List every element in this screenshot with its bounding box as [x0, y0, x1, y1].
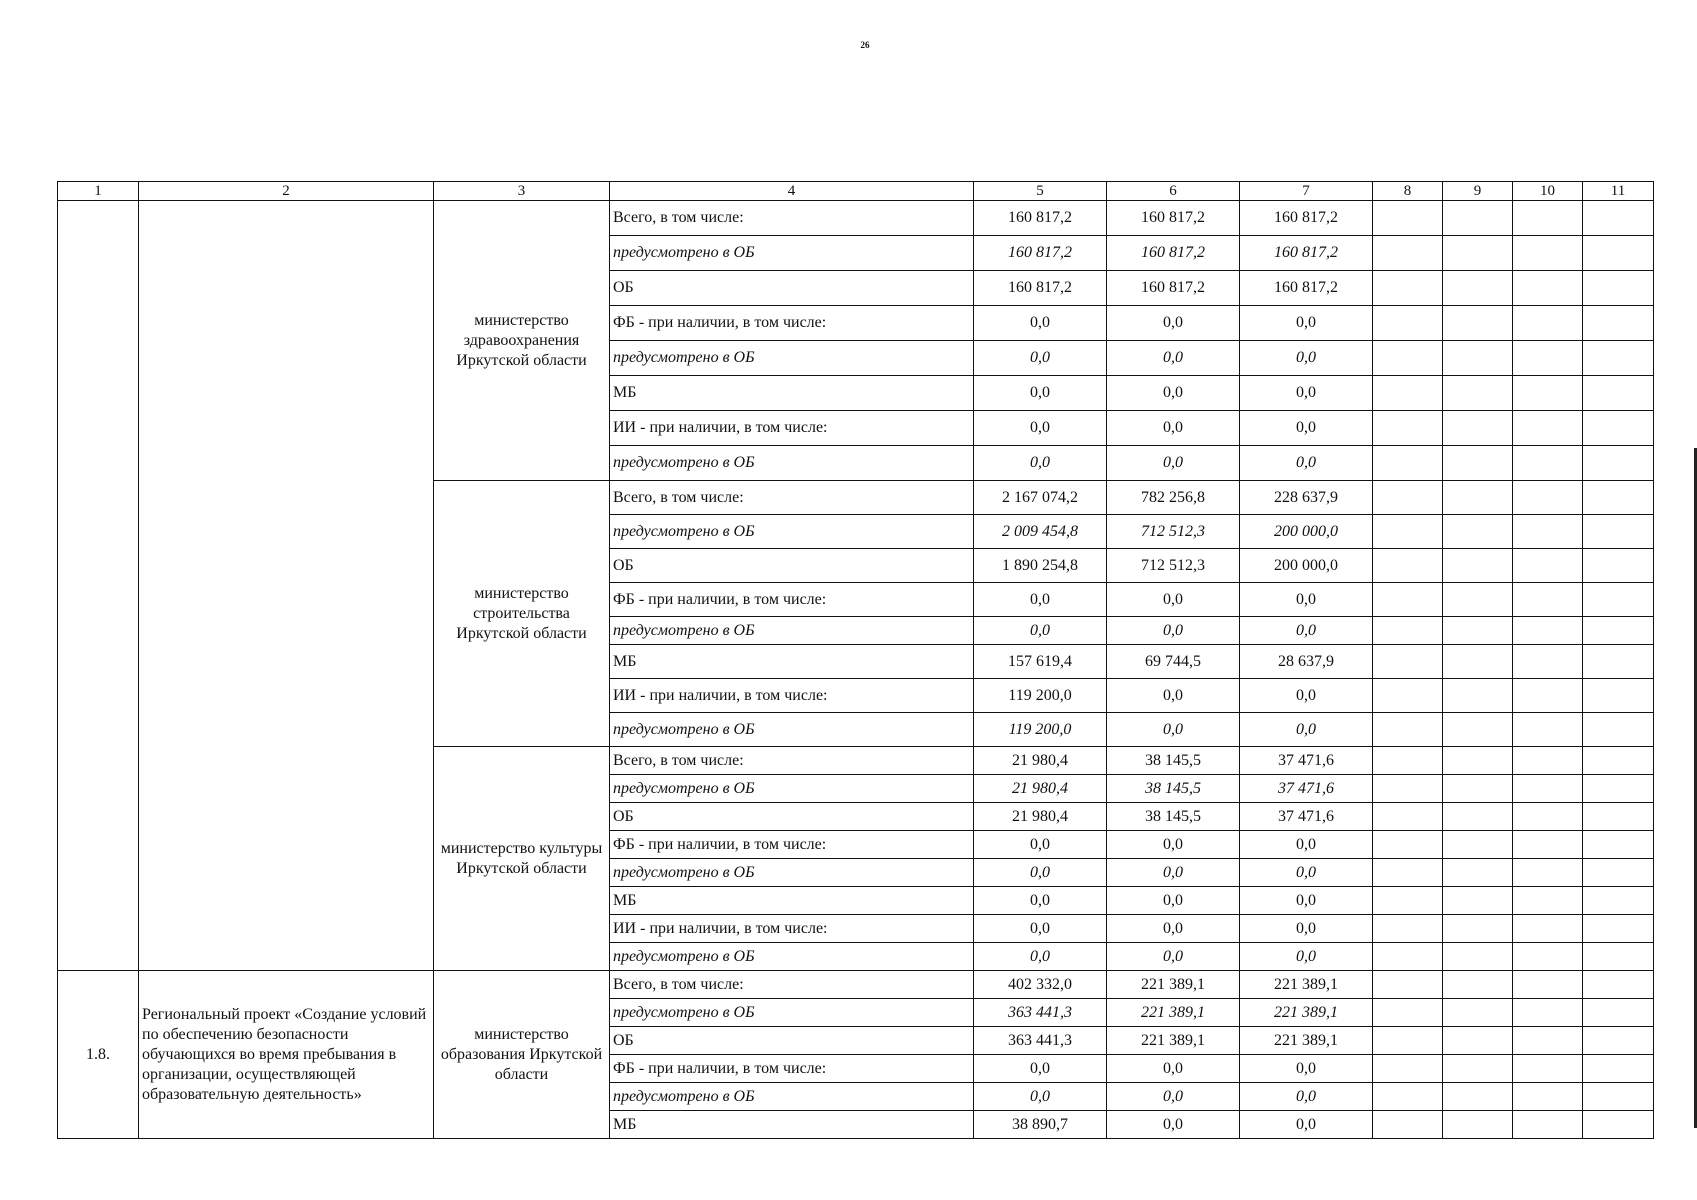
value-cell-7: 0,0	[1240, 583, 1373, 617]
value-cell-6: 160 817,2	[1107, 236, 1240, 271]
empty-cell-10	[1513, 803, 1583, 831]
empty-cell-11	[1583, 236, 1654, 271]
value-cell-6: 221 389,1	[1107, 971, 1240, 999]
value-cell-5: 119 200,0	[974, 679, 1107, 713]
empty-cell-11	[1583, 1083, 1654, 1111]
empty-cell-11	[1583, 201, 1654, 236]
value-cell-7: 0,0	[1240, 306, 1373, 341]
empty-cell-8	[1373, 306, 1443, 341]
row-index-cell: 1.8.	[58, 971, 139, 1139]
empty-cell-8	[1373, 803, 1443, 831]
empty-cell-11	[1583, 341, 1654, 376]
value-cell-5: 0,0	[974, 859, 1107, 887]
value-cell-6: 38 145,5	[1107, 747, 1240, 775]
value-cell-5: 160 817,2	[974, 271, 1107, 306]
value-cell-7: 160 817,2	[1240, 201, 1373, 236]
value-cell-6: 0,0	[1107, 915, 1240, 943]
funding-source-label: предусмотрено в ОБ	[610, 775, 974, 803]
empty-cell-9	[1443, 1111, 1513, 1139]
value-cell-7: 0,0	[1240, 376, 1373, 411]
empty-cell-11	[1583, 775, 1654, 803]
column-header-3: 3	[434, 182, 610, 201]
funding-source-label: ОБ	[610, 803, 974, 831]
empty-cell-10	[1513, 341, 1583, 376]
empty-cell-10	[1513, 713, 1583, 747]
empty-cell-11	[1583, 481, 1654, 515]
empty-cell-8	[1373, 1027, 1443, 1055]
value-cell-5: 0,0	[974, 887, 1107, 915]
column-header-1: 1	[58, 182, 139, 201]
value-cell-5: 2 167 074,2	[974, 481, 1107, 515]
value-cell-7: 221 389,1	[1240, 999, 1373, 1027]
value-cell-7: 0,0	[1240, 887, 1373, 915]
empty-cell-11	[1583, 645, 1654, 679]
funding-source-label: предусмотрено в ОБ	[610, 859, 974, 887]
empty-cell-11	[1583, 583, 1654, 617]
empty-cell-8	[1373, 887, 1443, 915]
empty-cell-10	[1513, 549, 1583, 583]
empty-cell-10	[1513, 201, 1583, 236]
funding-source-label: МБ	[610, 376, 974, 411]
empty-cell-8	[1373, 971, 1443, 999]
project-name-cell	[139, 201, 434, 971]
value-cell-6: 0,0	[1107, 341, 1240, 376]
funding-source-label: ФБ - при наличии, в том числе:	[610, 1055, 974, 1083]
funding-source-label: предусмотрено в ОБ	[610, 943, 974, 971]
empty-cell-8	[1373, 1055, 1443, 1083]
funding-source-label: предусмотрено в ОБ	[610, 236, 974, 271]
column-header-11: 11	[1583, 182, 1654, 201]
empty-cell-11	[1583, 515, 1654, 549]
table-row	[58, 201, 1654, 236]
empty-cell-10	[1513, 971, 1583, 999]
column-header-5: 5	[974, 182, 1107, 201]
value-cell-6: 0,0	[1107, 1111, 1240, 1139]
funding-source-label: предусмотрено в ОБ	[610, 713, 974, 747]
empty-cell-10	[1513, 481, 1583, 515]
empty-cell-11	[1583, 306, 1654, 341]
table-row	[58, 971, 1654, 999]
value-cell-5: 21 980,4	[974, 747, 1107, 775]
empty-cell-9	[1443, 201, 1513, 236]
funding-source-label: ИИ - при наличии, в том числе:	[610, 915, 974, 943]
value-cell-5: 1 890 254,8	[974, 549, 1107, 583]
empty-cell-8	[1373, 549, 1443, 583]
empty-cell-8	[1373, 411, 1443, 446]
empty-cell-8	[1373, 341, 1443, 376]
empty-cell-9	[1443, 1055, 1513, 1083]
empty-cell-9	[1443, 1083, 1513, 1111]
funding-source-label: предусмотрено в ОБ	[610, 515, 974, 549]
empty-cell-9	[1443, 271, 1513, 306]
empty-cell-10	[1513, 645, 1583, 679]
value-cell-6: 0,0	[1107, 713, 1240, 747]
empty-cell-11	[1583, 271, 1654, 306]
funding-source-label: ОБ	[610, 1027, 974, 1055]
empty-cell-11	[1583, 446, 1654, 481]
ministry-cell: министерство культуры Иркутской области	[434, 747, 610, 971]
empty-cell-8	[1373, 376, 1443, 411]
funding-source-label: МБ	[610, 645, 974, 679]
project-name-cell: Региональный проект «Создание условий по обеспечению безопасности обучающихся во время пребывания в организации, осуществляющей образовательную деятельность»	[139, 971, 434, 1139]
empty-cell-10	[1513, 376, 1583, 411]
empty-cell-11	[1583, 1111, 1654, 1139]
empty-cell-8	[1373, 583, 1443, 617]
empty-cell-9	[1443, 617, 1513, 645]
empty-cell-8	[1373, 645, 1443, 679]
value-cell-6: 69 744,5	[1107, 645, 1240, 679]
empty-cell-11	[1583, 943, 1654, 971]
value-cell-7: 37 471,6	[1240, 775, 1373, 803]
empty-cell-10	[1513, 775, 1583, 803]
value-cell-5: 21 980,4	[974, 803, 1107, 831]
value-cell-5: 0,0	[974, 306, 1107, 341]
empty-cell-9	[1443, 971, 1513, 999]
funding-source-label: ФБ - при наличии, в том числе:	[610, 583, 974, 617]
empty-cell-9	[1443, 645, 1513, 679]
value-cell-7: 160 817,2	[1240, 271, 1373, 306]
empty-cell-8	[1373, 775, 1443, 803]
funding-source-label: Всего, в том числе:	[610, 971, 974, 999]
empty-cell-8	[1373, 617, 1443, 645]
funding-source-label: ФБ - при наличии, в том числе:	[610, 306, 974, 341]
value-cell-6: 221 389,1	[1107, 1027, 1240, 1055]
empty-cell-11	[1583, 617, 1654, 645]
page-number: 26	[860, 40, 870, 50]
value-cell-7: 0,0	[1240, 943, 1373, 971]
empty-cell-11	[1583, 747, 1654, 775]
empty-cell-9	[1443, 915, 1513, 943]
empty-cell-9	[1443, 747, 1513, 775]
value-cell-7: 221 389,1	[1240, 971, 1373, 999]
empty-cell-11	[1583, 971, 1654, 999]
value-cell-6: 0,0	[1107, 306, 1240, 341]
column-header-2: 2	[139, 182, 434, 201]
funding-source-label: ИИ - при наличии, в том числе:	[610, 679, 974, 713]
empty-cell-11	[1583, 376, 1654, 411]
empty-cell-8	[1373, 201, 1443, 236]
value-cell-6: 38 145,5	[1107, 775, 1240, 803]
value-cell-6: 0,0	[1107, 887, 1240, 915]
value-cell-6: 221 389,1	[1107, 999, 1240, 1027]
ministry-cell: министерство здравоохранения Иркутской области	[434, 201, 610, 481]
funding-source-label: ИИ - при наличии, в том числе:	[610, 411, 974, 446]
funding-source-label: Всего, в том числе:	[610, 747, 974, 775]
empty-cell-10	[1513, 411, 1583, 446]
empty-cell-8	[1373, 679, 1443, 713]
value-cell-6: 0,0	[1107, 943, 1240, 971]
value-cell-7: 0,0	[1240, 915, 1373, 943]
budget-table	[57, 181, 1654, 1139]
value-cell-5: 363 441,3	[974, 1027, 1107, 1055]
column-header-7: 7	[1240, 182, 1373, 201]
column-header-8: 8	[1373, 182, 1443, 201]
value-cell-7: 0,0	[1240, 1111, 1373, 1139]
column-header-4: 4	[610, 182, 974, 201]
value-cell-5: 160 817,2	[974, 201, 1107, 236]
empty-cell-11	[1583, 859, 1654, 887]
empty-cell-8	[1373, 713, 1443, 747]
value-cell-7: 0,0	[1240, 411, 1373, 446]
value-cell-5: 21 980,4	[974, 775, 1107, 803]
empty-cell-10	[1513, 1027, 1583, 1055]
value-cell-5: 38 890,7	[974, 1111, 1107, 1139]
empty-cell-10	[1513, 583, 1583, 617]
empty-cell-11	[1583, 713, 1654, 747]
empty-cell-8	[1373, 236, 1443, 271]
value-cell-6: 0,0	[1107, 1055, 1240, 1083]
value-cell-5: 0,0	[974, 583, 1107, 617]
empty-cell-8	[1373, 446, 1443, 481]
empty-cell-10	[1513, 999, 1583, 1027]
value-cell-5: 0,0	[974, 831, 1107, 859]
empty-cell-11	[1583, 831, 1654, 859]
empty-cell-9	[1443, 515, 1513, 549]
empty-cell-10	[1513, 1111, 1583, 1139]
empty-cell-8	[1373, 1083, 1443, 1111]
value-cell-7: 28 637,9	[1240, 645, 1373, 679]
empty-cell-11	[1583, 549, 1654, 583]
value-cell-6: 0,0	[1107, 376, 1240, 411]
empty-cell-9	[1443, 831, 1513, 859]
value-cell-5: 0,0	[974, 617, 1107, 645]
value-cell-7: 160 817,2	[1240, 236, 1373, 271]
empty-cell-11	[1583, 679, 1654, 713]
value-cell-6: 0,0	[1107, 831, 1240, 859]
value-cell-6: 782 256,8	[1107, 481, 1240, 515]
empty-cell-9	[1443, 713, 1513, 747]
empty-cell-9	[1443, 1027, 1513, 1055]
column-header-6: 6	[1107, 182, 1240, 201]
empty-cell-8	[1373, 943, 1443, 971]
value-cell-6: 712 512,3	[1107, 549, 1240, 583]
value-cell-6: 0,0	[1107, 679, 1240, 713]
value-cell-5: 0,0	[974, 411, 1107, 446]
empty-cell-10	[1513, 446, 1583, 481]
value-cell-6: 0,0	[1107, 411, 1240, 446]
value-cell-7: 0,0	[1240, 617, 1373, 645]
ministry-cell: министерство образования Иркутской области	[434, 971, 610, 1139]
empty-cell-9	[1443, 943, 1513, 971]
value-cell-5: 402 332,0	[974, 971, 1107, 999]
value-cell-6: 0,0	[1107, 859, 1240, 887]
empty-cell-10	[1513, 831, 1583, 859]
empty-cell-10	[1513, 943, 1583, 971]
empty-cell-8	[1373, 271, 1443, 306]
empty-cell-9	[1443, 679, 1513, 713]
column-header-10: 10	[1513, 182, 1583, 201]
value-cell-6: 712 512,3	[1107, 515, 1240, 549]
value-cell-6: 38 145,5	[1107, 803, 1240, 831]
empty-cell-8	[1373, 859, 1443, 887]
value-cell-5: 157 619,4	[974, 645, 1107, 679]
empty-cell-10	[1513, 236, 1583, 271]
empty-cell-9	[1443, 583, 1513, 617]
empty-cell-9	[1443, 411, 1513, 446]
empty-cell-11	[1583, 915, 1654, 943]
value-cell-5: 0,0	[974, 915, 1107, 943]
value-cell-7: 37 471,6	[1240, 803, 1373, 831]
value-cell-7: 200 000,0	[1240, 515, 1373, 549]
empty-cell-10	[1513, 515, 1583, 549]
value-cell-7: 200 000,0	[1240, 549, 1373, 583]
value-cell-5: 0,0	[974, 376, 1107, 411]
value-cell-7: 0,0	[1240, 341, 1373, 376]
value-cell-7: 0,0	[1240, 446, 1373, 481]
empty-cell-8	[1373, 831, 1443, 859]
value-cell-6: 0,0	[1107, 1083, 1240, 1111]
row-index-cell	[58, 201, 139, 971]
funding-source-label: предусмотрено в ОБ	[610, 1083, 974, 1111]
empty-cell-9	[1443, 999, 1513, 1027]
empty-cell-9	[1443, 341, 1513, 376]
empty-cell-11	[1583, 999, 1654, 1027]
value-cell-5: 0,0	[974, 446, 1107, 481]
empty-cell-8	[1373, 515, 1443, 549]
empty-cell-10	[1513, 1055, 1583, 1083]
empty-cell-9	[1443, 376, 1513, 411]
funding-source-label: ОБ	[610, 549, 974, 583]
funding-source-label: ФБ - при наличии, в том числе:	[610, 831, 974, 859]
value-cell-7: 0,0	[1240, 859, 1373, 887]
value-cell-7: 228 637,9	[1240, 481, 1373, 515]
empty-cell-9	[1443, 549, 1513, 583]
value-cell-6: 160 817,2	[1107, 201, 1240, 236]
funding-source-label: предусмотрено в ОБ	[610, 446, 974, 481]
empty-cell-10	[1513, 679, 1583, 713]
value-cell-5: 160 817,2	[974, 236, 1107, 271]
empty-cell-11	[1583, 1055, 1654, 1083]
value-cell-7: 0,0	[1240, 831, 1373, 859]
empty-cell-8	[1373, 1111, 1443, 1139]
empty-cell-9	[1443, 446, 1513, 481]
empty-cell-9	[1443, 887, 1513, 915]
funding-source-label: Всего, в том числе:	[610, 201, 974, 236]
value-cell-5: 0,0	[974, 943, 1107, 971]
value-cell-5: 119 200,0	[974, 713, 1107, 747]
value-cell-5: 0,0	[974, 341, 1107, 376]
empty-cell-9	[1443, 775, 1513, 803]
value-cell-7: 0,0	[1240, 1083, 1373, 1111]
value-cell-5: 0,0	[974, 1055, 1107, 1083]
funding-source-label: МБ	[610, 1111, 974, 1139]
empty-cell-11	[1583, 803, 1654, 831]
funding-source-label: предусмотрено в ОБ	[610, 617, 974, 645]
value-cell-5: 363 441,3	[974, 999, 1107, 1027]
value-cell-6: 160 817,2	[1107, 271, 1240, 306]
empty-cell-10	[1513, 271, 1583, 306]
empty-cell-10	[1513, 859, 1583, 887]
value-cell-5: 0,0	[974, 1083, 1107, 1111]
empty-cell-11	[1583, 411, 1654, 446]
empty-cell-8	[1373, 747, 1443, 775]
funding-source-label: предусмотрено в ОБ	[610, 999, 974, 1027]
funding-source-label: МБ	[610, 887, 974, 915]
value-cell-7: 221 389,1	[1240, 1027, 1373, 1055]
funding-source-label: предусмотрено в ОБ	[610, 341, 974, 376]
value-cell-5: 2 009 454,8	[974, 515, 1107, 549]
value-cell-7: 0,0	[1240, 1055, 1373, 1083]
empty-cell-10	[1513, 306, 1583, 341]
empty-cell-10	[1513, 747, 1583, 775]
empty-cell-11	[1583, 1027, 1654, 1055]
header-row	[58, 182, 1654, 201]
value-cell-7: 37 471,6	[1240, 747, 1373, 775]
funding-source-label: Всего, в том числе:	[610, 481, 974, 515]
value-cell-6: 0,0	[1107, 446, 1240, 481]
empty-cell-10	[1513, 617, 1583, 645]
empty-cell-11	[1583, 887, 1654, 915]
empty-cell-8	[1373, 481, 1443, 515]
ministry-cell: министерство строительства Иркутской области	[434, 481, 610, 747]
empty-cell-9	[1443, 803, 1513, 831]
empty-cell-10	[1513, 887, 1583, 915]
empty-cell-8	[1373, 915, 1443, 943]
value-cell-7: 0,0	[1240, 713, 1373, 747]
empty-cell-10	[1513, 915, 1583, 943]
funding-source-label: ОБ	[610, 271, 974, 306]
empty-cell-9	[1443, 859, 1513, 887]
empty-cell-8	[1373, 999, 1443, 1027]
empty-cell-10	[1513, 1083, 1583, 1111]
value-cell-6: 0,0	[1107, 617, 1240, 645]
column-header-9: 9	[1443, 182, 1513, 201]
empty-cell-9	[1443, 236, 1513, 271]
value-cell-7: 0,0	[1240, 679, 1373, 713]
empty-cell-9	[1443, 306, 1513, 341]
empty-cell-9	[1443, 481, 1513, 515]
value-cell-6: 0,0	[1107, 583, 1240, 617]
